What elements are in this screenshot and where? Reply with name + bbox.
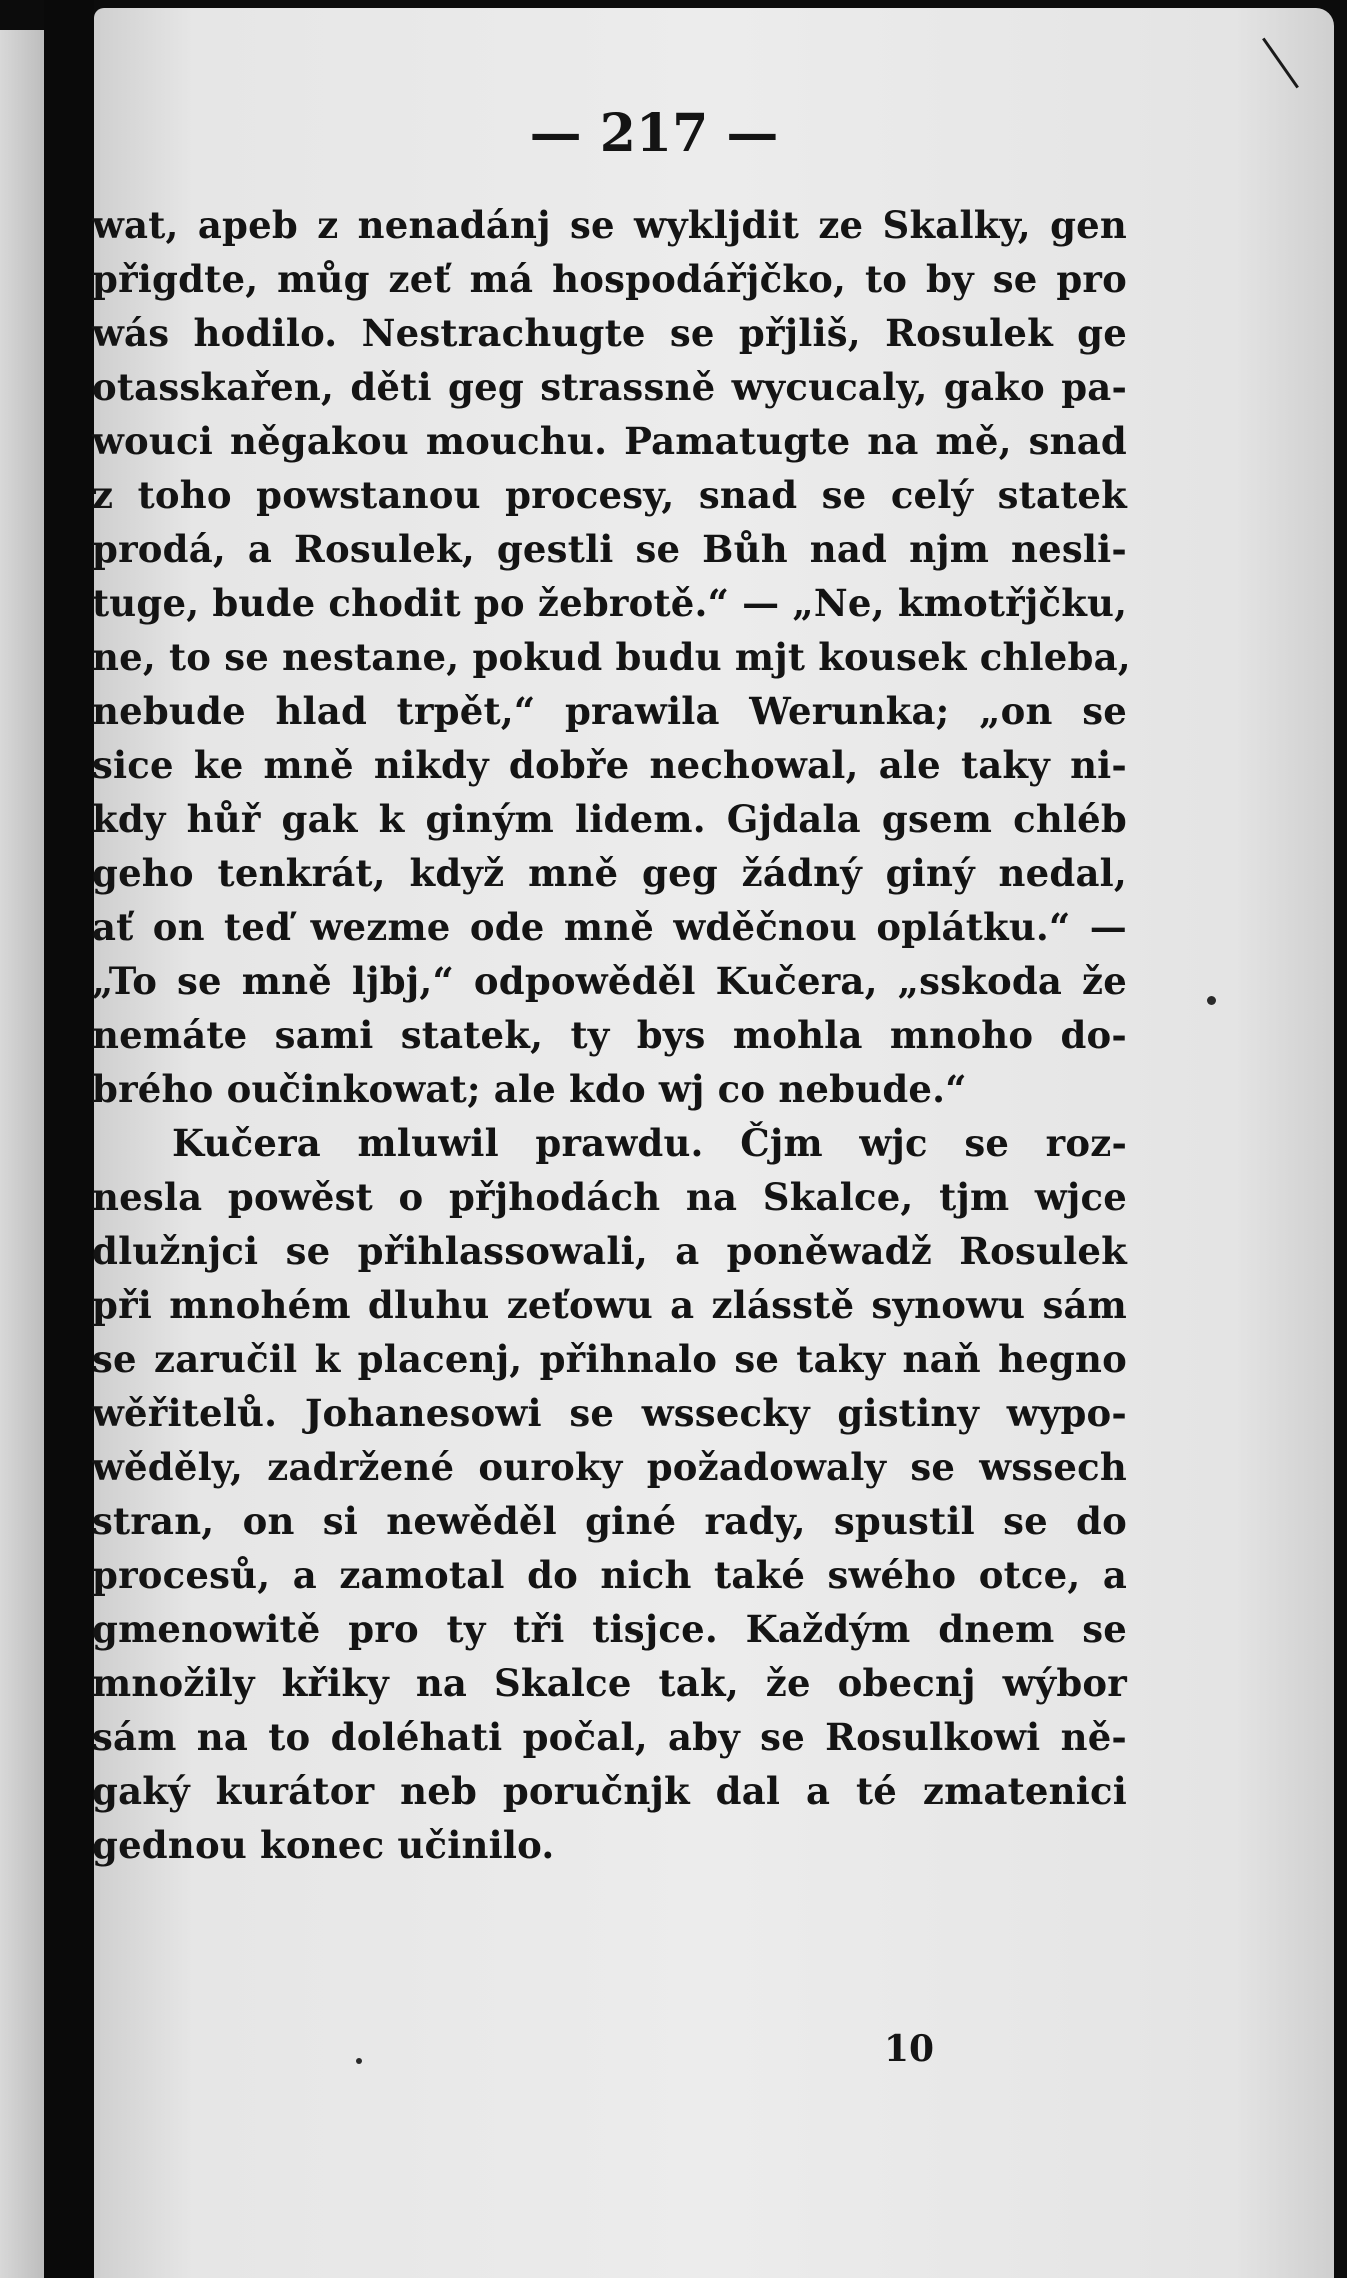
text-line: z toho powstanou procesy, snad se celý statek	[92, 473, 1127, 517]
text-line: Kučera mluwil prawdu. Čjm wjc se roz-	[172, 1121, 1127, 1165]
text-line: wěřitelů. Johanesowi se wssecky gistiny wypo-	[92, 1391, 1127, 1435]
text-line: nemáte sami statek, ty bys mohla mnoho do-	[92, 1013, 1127, 1057]
text-line: se zaručil k placenj, přihnalo se taky naň hegno	[92, 1337, 1127, 1381]
text-line: sám na to doléhati počal, aby se Rosulkowi ně-	[92, 1715, 1127, 1759]
text-line: gmenowitě pro ty tři tisjce. Každým dnem se	[92, 1607, 1127, 1651]
text-line: procesů, a zamotal do nich také swého otce, a	[92, 1553, 1127, 1597]
page-number: — 217 —	[529, 103, 779, 164]
text-line: wás hodilo. Nestrachugte se přjliš, Rosulek ge	[92, 311, 1127, 355]
text-line: nebude hlad trpět,“ prawila Werunka; „on se	[92, 689, 1127, 733]
text-line: geho tenkrát, když mně geg žádný giný nedal,	[92, 851, 1127, 895]
text-line: ne, to se nestane, pokud budu mjt kousek chleba,	[92, 635, 1131, 679]
text-line: wat, apeb z nenadánj se wyklјdit ze Skalky, gen	[92, 203, 1127, 247]
ink-speck	[356, 2058, 362, 2064]
text-line: gaký kurátor neb poručnjk dal a té zmatenici	[92, 1769, 1127, 1813]
text-line: přigdte, můg zeť má hospodářjčko, to by se pro	[92, 257, 1127, 301]
book-page	[94, 8, 1334, 2278]
text-line: při mnohém dluhu zeťowu a zlásstě synowu sám	[92, 1283, 1127, 1327]
text-line: kdy hůř gak k giným lidem. Gjdala gsem chléb	[92, 797, 1127, 841]
facing-page-edge	[0, 30, 44, 2278]
book-gutter	[44, 0, 94, 2278]
text-line: gednou konec učinilo.	[92, 1823, 555, 1867]
text-line: stran, on si newěděl giné rady, spustil se do	[92, 1499, 1127, 1543]
body-text	[92, 198, 1131, 1872]
text-line: brého oučinkowat; ale kdo wj co nebude.“	[92, 1067, 967, 1111]
text-line: otasskařen, děti geg strassně wycucaly, gako pa-	[92, 365, 1127, 409]
ink-speck	[1207, 996, 1216, 1005]
text-line: ať on teď wezme ode mně wděčnou oplátku.“ —	[92, 905, 1127, 949]
text-line: „To se mně ljbj,“ odpowěděl Kučera, „sskoda že	[92, 959, 1127, 1003]
signature-mark: 10	[884, 2028, 935, 2070]
text-line: wěděly, zadržené ouroky požadowaly se wssech	[92, 1445, 1127, 1489]
text-line: sice ke mně nikdy dobře nechowal, ale taky ni-	[92, 743, 1127, 787]
text-line: množily křiky na Skalce tak, že obecnj wýbor	[92, 1661, 1127, 1705]
corner-fold-mark	[1262, 38, 1299, 89]
text-line: wouci něgakou mouchu. Pamatugte na mě, snad	[92, 419, 1127, 463]
text-line: tuge, bude chodit po žebrotě.“ — „Ne, kmotřjčku,	[92, 581, 1128, 625]
text-line: nesla powěst o přjhodách na Skalce, tjm wjce	[92, 1175, 1127, 1219]
text-line: prodá, a Rosulek, gestli se Bůh nad njm nesli-	[92, 527, 1127, 571]
text-line: dlužnjci se přihlassowali, a poněwadž Rosulek	[92, 1229, 1127, 1273]
